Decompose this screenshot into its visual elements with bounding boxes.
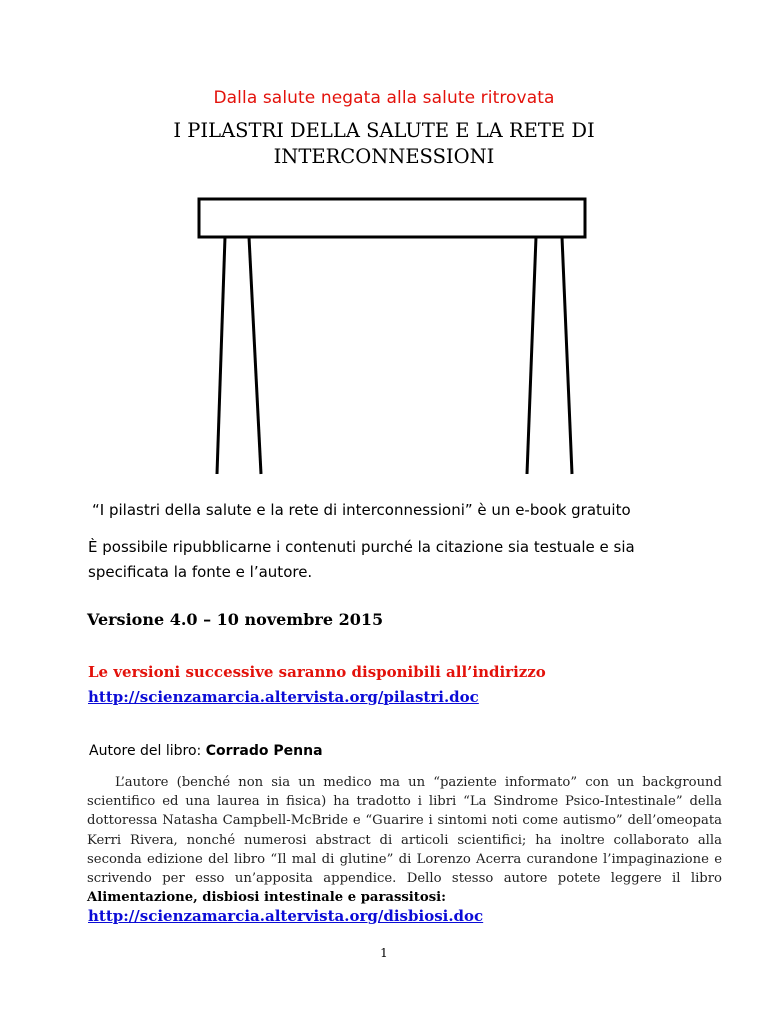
author-name: Corrado Penna [205, 743, 323, 759]
version-label: Versione 4.0 – 10 novembre 2015 [87, 610, 384, 629]
intro-ebook-note: “I pilastri della salute e la rete di interconnessioni” è un e-book gratuito [92, 501, 631, 519]
related-book-title: Alimentazione, disbiosi intestinale e parassitosi: [87, 890, 446, 906]
author-label: Autore del libro: [89, 743, 202, 759]
pillar-left-inner [249, 237, 261, 474]
pillar-right-inner [527, 237, 536, 474]
pillars-illustration [0, 0, 768, 480]
pilastri-doc-link[interactable]: http://scienzamarcia.altervista.org/pilastri.doc [88, 688, 479, 706]
pillar-right-outer [562, 237, 572, 474]
disbiosi-doc-link[interactable]: http://scienzamarcia.altervista.org/disbiosi.doc [88, 907, 484, 925]
page-number: 1 [380, 946, 388, 960]
author-line [89, 743, 323, 759]
title-line-2: INTERCONNESSIONI [273, 145, 495, 168]
pillars-beam [199, 199, 585, 237]
document-subtitle: Dalla salute negata alla salute ritrovata [213, 88, 555, 108]
next-versions-note: Le versioni successive saranno disponibili all’indirizzo [88, 663, 546, 681]
title-line-1: I PILASTRI DELLA SALUTE E LA RETE DI [173, 119, 595, 142]
intro-republish-note: È possibile ripubblicarne i contenuti purché la citazione sia testuale e sia specificata la fonte e l’autore. [88, 538, 635, 581]
author-bio-text: L’autore (benché non sia un medico ma un “paziente informato” con un background scientifico ed una laurea in fisica) ha tradotto i libri “La Sindrome Psico-Intestinale” della dottoressa Natasha Campbell-McBride e “Guarire i sintomi noti come autismo” dell’omeopata Kerri Rivera, nonché numerosi abstract di articoli scientifici; ha inoltre collaborato alla seconda edizione del libro “Il mal di glutine” di Lorenzo Acerra curandone l’impaginazione e scrivendo per esso un’apposita appendice. Dello stesso autore potete leggere il libro [87, 775, 722, 887]
pillar-left-outer [217, 237, 225, 474]
author-bio [87, 773, 722, 907]
